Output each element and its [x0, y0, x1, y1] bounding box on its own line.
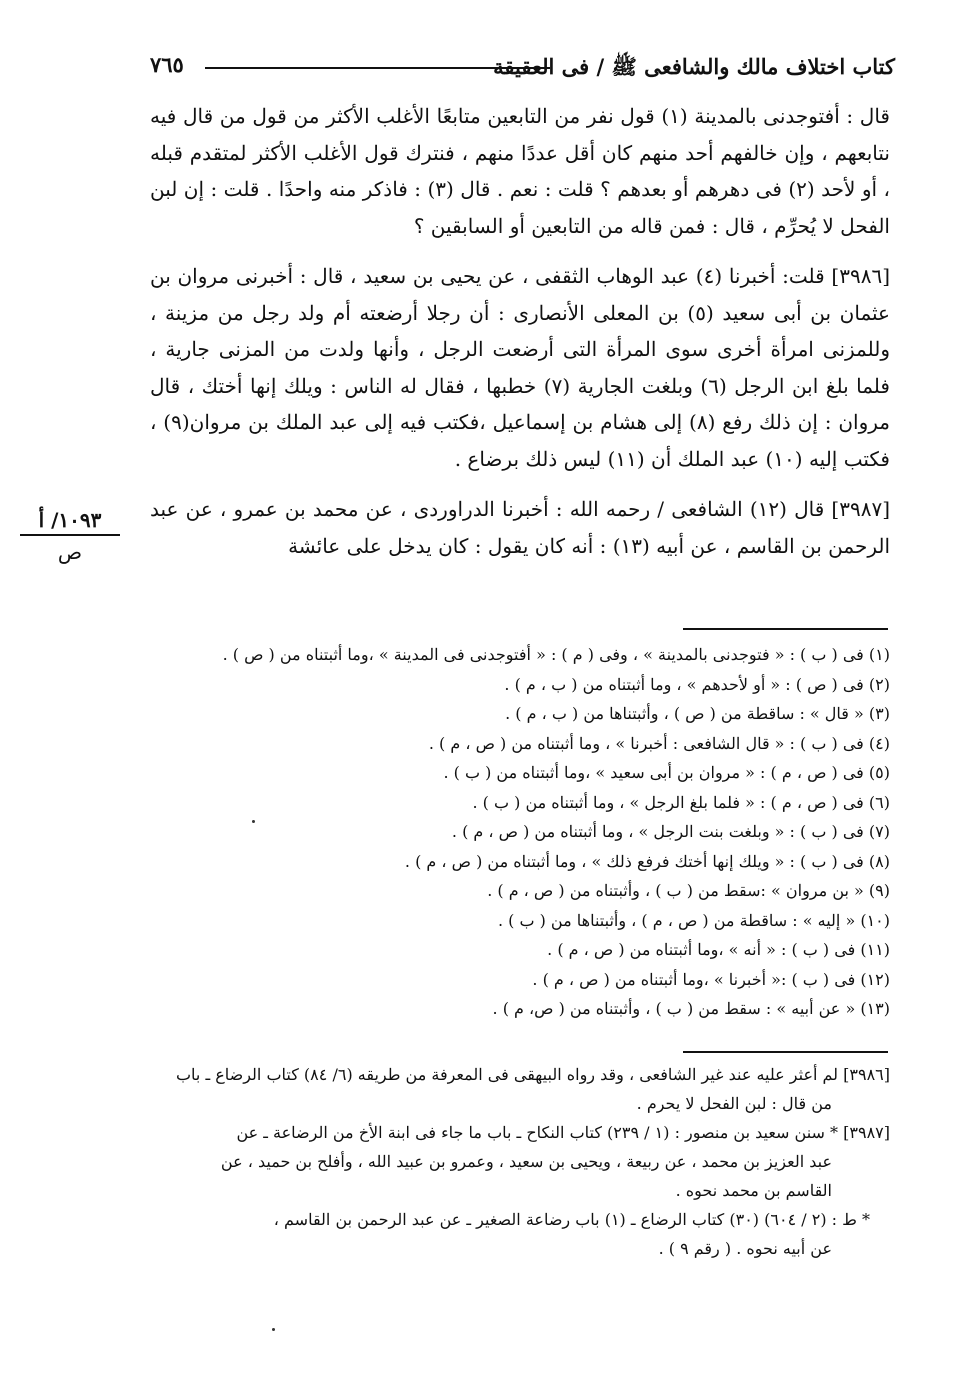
scan-speck [252, 820, 255, 823]
footnote-8: (٨) فى ( ب ) : « ويلك إنها أختك فرفع ذلك » ، وما أثبتناه من ( ص ، م ) . [404, 851, 890, 871]
footnote-10: (١٠) « إليه » : ساقطة من ( ص ، م ) ، وأثبتناها من ( ب ) . [497, 910, 890, 930]
footnote-6: (٦) فى ( ص ، م ) : « فلما بلغ الرجل » ، وما أثبتناه من ( ب ) . [472, 792, 890, 812]
running-header [150, 48, 895, 88]
commentary-3987-line2: عبد العزيز بن محمد ، عن ربيعة ، ويحيى بن سعيد ، وعمرو بن عبيد الله ، وأفلح بن حميد ، عن [220, 1152, 832, 1171]
main-text [150, 98, 890, 578]
commentary-3986-line2: من قال : لبن الفحل لا يحرم . [636, 1094, 832, 1113]
commentary-3986-line1: [٣٩٨٦] لم أعثر عليه عند غير الشافعى ، وقد رواه البيهقى فى المعرفة من طريقه (٦/ ٨٤) كتاب الرضاع ـ باب [175, 1065, 890, 1084]
commentary-3987-line3: القاسم بن محمد نحوه . [675, 1181, 832, 1200]
footnote-separator [683, 628, 888, 630]
footnote-13: (١٣) « عن أبيه » : سقط من ( ب ) ، وأثبتناه من ( ص، م ) . [492, 999, 890, 1018]
commentary-muwatta-line2: عن أبيه نحوه . ( رقم ٩ ) . [658, 1239, 832, 1258]
commentary-3987-line1: [٣٩٨٧] * سنن سعيد بن منصور : (١ / ٢٣٩) كتاب النكاح ـ باب ما جاء فى ابنة الأخ من الرضاعة ـ عن [236, 1123, 890, 1142]
manuscript-folio-note [20, 508, 120, 564]
header-rule [205, 67, 550, 69]
page-number: ٧٦٥ [150, 52, 184, 77]
footnote-7: (٧) فى ( ب ) : « وبلغت بنت الرجل » ، وما أثبتناه من ( ص ، م ) . [451, 822, 890, 841]
footnote-11: (١١) فى ( ب ) : « أنه » ،وما أثبتناه من ( ص ، م ) . [547, 940, 890, 959]
footnote-3: (٣) « قال » : ساقطة من ( ص ) ، وأثبتناها من ( ب ، م ) . [505, 704, 890, 723]
footnote-4: (٤) فى ( ب ) : « قال الشافعى : أخبرنا » ، وما أثبتناه من ( ص ، م ) . [428, 733, 890, 753]
takhrij-commentary [150, 1060, 890, 1263]
scan-speck [272, 1328, 275, 1331]
commentary-separator [683, 1051, 888, 1053]
footnote-2: (٢) فى ( ص ) : « أو لأحدهم » ، وما أثبتناه من ( ب ، م ) . [504, 674, 890, 694]
paragraph-3986: [٣٩٨٦] قلت: أخبرنا (٤) عبد الوهاب الثقفى ، عن يحيى بن سعيد ، قال : أخبرنى مروان بن عثمان بن أبى سعيد (٥) بن المعلى الأنصارى : أن رجلا أرضعته أم ولد رجل من مزينة ، وللمزنى امرأة أخرى سوى المرأة التى أرضعت الرجل ، وأنها ولدت من المزنى جارية ، فلما بلغ ابن الرجل (٦) وبلغت الجارية (٧) خطبها ، فقال له الناس : ويلك إنها أختك ، قال مروان : إن ذلك رفع (٨) إلى هشام بن إسماعيل ،فكتب فيه إلى عبد الملك بن مروان(٩) ، فكتب إليه (١٠) عبد الملك أن (١١) ليس ذلك برضاع . [150, 264, 890, 471]
footnote-12: (١٢) فى ( ب ) :« أخبرنا » ،وما أثبتناه من ( ص ، م ) . [532, 969, 890, 989]
footnote-5: (٥) فى ( ص ، م ) : « مروان بن أبى سعيد » ،وما أثبتناه من ( ب ) . [443, 763, 890, 782]
header-title: كتاب اختلاف مالك والشافعى ﷺ / فى العقيقة [493, 54, 895, 79]
paragraph-dialogue: قال : أفتوجدنى بالمدينة (١) قول نفر من التابعين متابعًا الأغلب الأكثر من قول من قال فيه نتابعهم ، وإن خالفهم أحد منهم كان أقل عددًا منهم ، فنترك قول الأغلب الأكثر لمتقدم قبله ، أو لأحد (٢) فى دهرهم أو بعدهم ؟ قلت : نعم . قال (٣) : فاذكر منه واحدًا . قلت : إن لبن الفحل لا يُحرِّم ، قال : فمن قاله من التابعين أو السابقين ؟ [150, 104, 891, 238]
folio-reference: ١٠٩٣/ أ [38, 508, 102, 532]
folio-rule [20, 534, 120, 536]
footnotes [150, 640, 890, 1024]
paragraph-3987: [٣٩٨٧] قال (١٢) الشافعى / رحمه الله : أخبرنا الدراوردى ، عن محمد بن عمرو ، عن عبد الرحمن بن القاسم ، عن أبيه (١٣) : أنه كان يقول : كان يدخل على عائشة [150, 497, 890, 558]
footnote-9: (٩) « بن مروان » :سقط من ( ب ) ، وأثبتناه من ( ص ، م ) . [487, 881, 890, 900]
folio-siglum: ص [57, 540, 83, 564]
footnote-1: (١) فى ( ب ) : « فتوجدنى بالمدينة » ، وفى ( م ) : « أفتوجدنى فى المدينة » ،وما أثبتناه من ( ص ) . [222, 645, 890, 664]
commentary-muwatta-line1: * ط : (٢ / ٦٠٤) (٣٠) كتاب الرضاع ـ (١) باب رضاعة الصغير ـ عن عبد الرحمن بن القاسم ، [273, 1210, 870, 1229]
